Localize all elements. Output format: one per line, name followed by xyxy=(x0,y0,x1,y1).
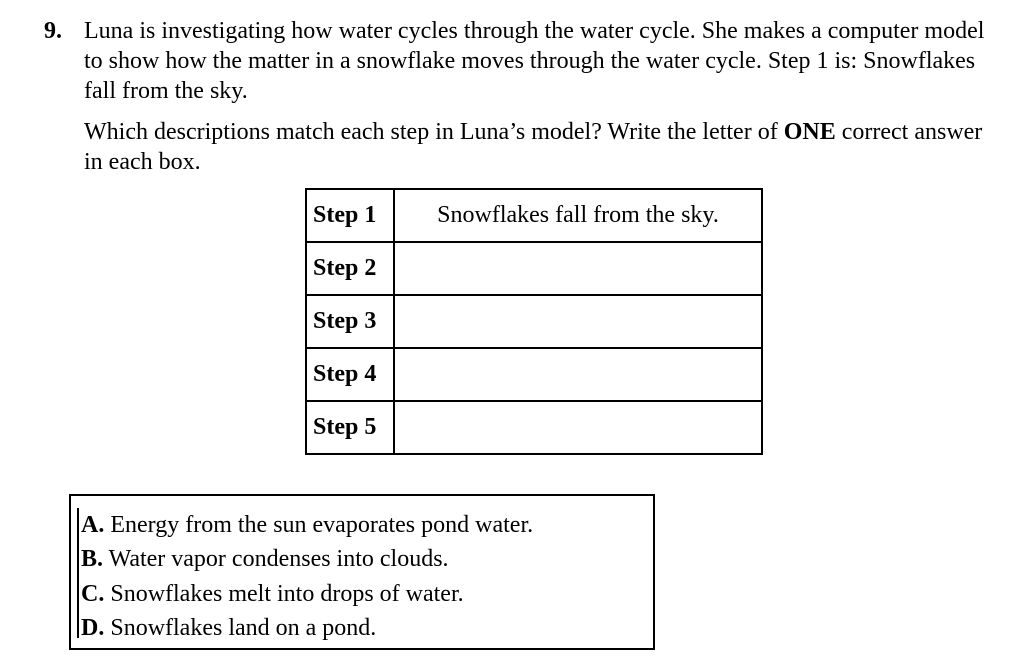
table-row xyxy=(306,401,762,454)
choice-d xyxy=(81,611,376,645)
choice-c xyxy=(81,577,464,611)
choice-b xyxy=(81,542,449,576)
prompt-text-before: Which descriptions match each step in Luna’s model? Write the letter of xyxy=(84,119,784,145)
choice-text: Energy from the sun evaporates pond water. xyxy=(104,512,534,538)
step-answer-box[interactable] xyxy=(394,401,762,454)
steps-table xyxy=(305,188,763,455)
step-label: Step 2 xyxy=(306,242,394,295)
table-row xyxy=(306,295,762,348)
choices-left-rule xyxy=(77,508,79,638)
choice-letter: D. xyxy=(81,615,105,641)
step-label: Step 5 xyxy=(306,401,394,454)
table-row xyxy=(306,348,762,401)
question-text: Luna is investigating how water cycles through the water cycle. She makes a computer model to show how the matter in a snowflake moves through the water cycle. Step 1 is: Snowflakes fall from the sky. xyxy=(84,18,985,104)
question-block xyxy=(44,16,1004,106)
prompt-text-after: correct answer in each box. xyxy=(84,119,983,175)
step-label: Step 3 xyxy=(306,295,394,348)
prompt-emphasis: ONE xyxy=(783,119,836,145)
step-label: Step 1 xyxy=(306,189,394,242)
step-answer-box[interactable] xyxy=(394,348,762,401)
step-answer-box: Snowflakes fall from the sky. xyxy=(394,189,762,242)
question-number: 9. xyxy=(44,18,62,44)
choice-text: Snowflakes melt into drops of water. xyxy=(104,581,464,607)
choice-letter: B. xyxy=(81,546,104,572)
choice-letter: A. xyxy=(81,512,105,538)
question-prompt xyxy=(84,117,1004,177)
choice-text: Water vapor condenses into clouds. xyxy=(103,546,449,572)
choice-text: Snowflakes land on a pond. xyxy=(104,615,377,641)
step-answer-box[interactable] xyxy=(394,242,762,295)
step-label: Step 4 xyxy=(306,348,394,401)
table-row xyxy=(306,242,762,295)
choice-letter: C. xyxy=(81,581,105,607)
answer-choices-box xyxy=(69,494,655,650)
step-answer-box[interactable] xyxy=(394,295,762,348)
choice-a xyxy=(81,508,533,542)
table-row xyxy=(306,189,762,242)
